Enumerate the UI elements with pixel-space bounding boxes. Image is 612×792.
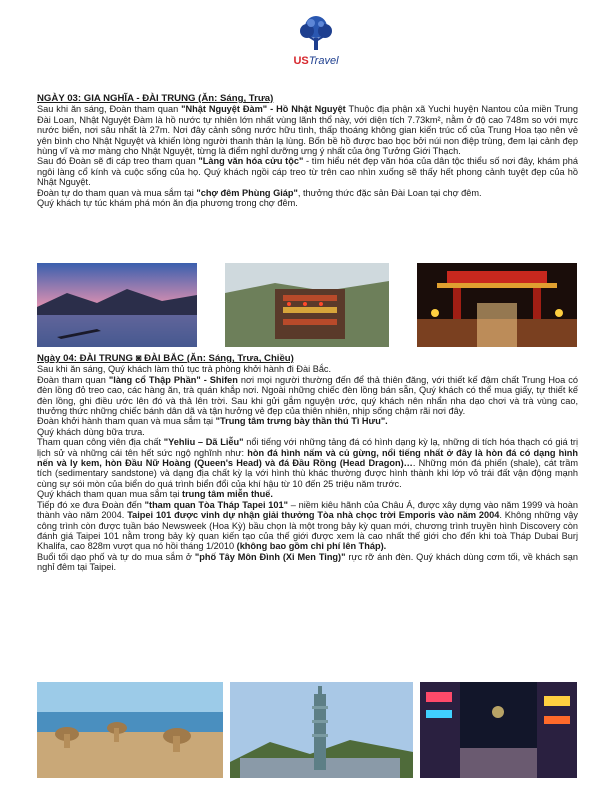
day4-paragraph-8: Buổi tối dạo phố và tự do mua sắm ở "phố Tây Môn Đình (Xi Men Ting)" rực rỡ ánh đèn. Quý khách dùng cơm tối, về khách sạn nghỉ đêm tại Taipei. (37, 551, 578, 573)
ximending-street-photo (420, 682, 577, 778)
day3-paragraph-4: Quý khách tự túc khám phá món ăn địa phương trong chợ đêm. (37, 198, 298, 209)
day4-paragraph-5: Tham quan công viên địa chất "Yehliu – Dã Liễu" nổi tiếng với những tảng đá có hình dạng kỳ lạ, những di tích hóa thạch có giá trị lịch sử và những cái tên hết sức ngộ nghĩnh như: hòn đá hình nấm và củ gừng, nổi tiếng nhất ở đây là hòn đá có dạng hình nến và ly kem, hòn Đầu Nữ Hoàng (Queen's Head) và đá Đầu Rồng (Head Dragon)…. Những món đá phiến (shale), cát trầm tích (sedimentary sandstone) và dạng địa chất kỳ lạ với hình thù khác thường được hình thành khi lớp vỏ trái đất vận động mạnh cùng sự sói mòn của biển do quá trình biển đổi của khí hậu từ 10 đến 25 triệu năm trước. (37, 437, 578, 489)
sun-moon-lake-photo (37, 263, 197, 347)
fengjia-night-market-photo (417, 263, 577, 347)
day4-paragraph-3: Đoàn khởi hành tham quan và mua sắm tại "Trung tâm trưng bày thần thú Tì Hưu". (37, 416, 388, 427)
day4-title: Ngày 04: ĐÀI TRUNG ◙ ĐÀI BẮC (Ăn: Sáng, Trưa, Chiều) (37, 353, 294, 364)
yehliu-geopark-photo (37, 682, 223, 778)
taipei-101-photo (230, 682, 413, 778)
day4-paragraph-7: Tiếp đó xe đưa Đoàn đến "tham quan Tòa Tháp Tapei 101" – niềm kiêu hãnh của Châu Á, được xây dựng vào năm 1999 và hoàn thành vào năm 2004. Taipei 101 được vinh dự nhận giải thưởng Tòa nhà chọc trời Emporis vào năm 2004. Không những vậy công trình còn được tuần báo Newsweek (Hoa Kỳ) bầu chọn là một trong bảy kỳ quan mới, chương trình truyền hình Discovery còn đánh giá Taipei 101 nằm trong bảy kỳ quan kiến tạo của thế giới được xem là cao nhất thế giới cho đến khi toà Tháp Dubai Burj Khalifa, cao 828m vượt qua nó hồi tháng 1/2010 (không bao gồm chi phí lên Tháp). (37, 499, 578, 552)
day3-photos (37, 263, 577, 347)
day4-section (37, 354, 578, 573)
jiufen-village-photo (225, 263, 389, 347)
company-logo (270, 14, 362, 72)
day4-paragraph-2: Đoàn tham quan "làng cổ Thập Phần" - Shifen nơi mọi người thường đến để thả thiên đăng, với thiết kế đậm chất Trung Hoa có đèn lồng đỏ treo cao, các hàng ăn, trà quán khắp nơi. Ngoài những chiếc đèn lồng bán sẵn, Quý khách có thể mua giấy, tự thiết kế đèn lồng, ghi điều ước lên đó và thả lên trời. Sau khi gửi gắm nguyện ước, quý khách nên nhẩn nha dạo chơi và trà vùng cao, thưởng thức những chiếc bánh dân dã và tận hưởng vẻ đẹp của thiên nhiên, nhịp sống chậm rãi nơi đây. (37, 374, 578, 417)
day4-paragraph-6: Quý khách tham quan mua sắm tại trung tâm miễn thuế. (37, 489, 273, 500)
day3-section (37, 94, 578, 208)
day4-paragraph-1: Sau khi ăn sáng, Quý khách làm thủ tục trả phòng khởi hành đi Đài Bắc. (37, 364, 332, 375)
brand-name: USTravel (293, 55, 339, 67)
day3-title: NGÀY 03: GIA NGHĨA - ĐÀI TRUNG (Ăn: Sáng, Trưa) (37, 93, 274, 104)
day3-paragraph-1: Sau khi ăn sáng, Đoàn tham quan "Nhật Nguyệt Đàm" - Hồ Nhật Nguyệt Thuộc địa phận xã Yuchi huyện Nantou của miền Trung Đài Loan, Nhật Nguyệt Đàm là hồ nước tự nhiên lớn nhất vùng lãnh thổ này, với diện tích 7.73km², nằm ở độ cao 748m so với mực nước biển, nơi sâu nhất là 27m. Nơi đây cảnh sông nước hữu tình, thấp thoáng không gian kiến trúc cổ của Trung Hoa tạo nên vẻ yên bình cho Nhật Nguyệt và khiến lòng người thanh thản lạ lùng. Bốn bề hồ được bao bọc bởi núi non điệp trùng, đem lại cảnh đẹp hùng vĩ và mơ màng cho Nhật Nguyệt, từng là điểm nghỉ dưỡng ưng ý nhất của ông Tưởng Giới Thạch. (37, 104, 579, 157)
day3-paragraph-3: Đoàn tự do tham quan và mua sắm tại "chợ đêm Phùng Giáp", thưởng thức đặc sản Đài Loan tại chợ đêm. (37, 187, 482, 198)
tree-logo-icon (296, 14, 336, 54)
day4-paragraph-4: Quý khách dùng bữa trưa. (37, 426, 145, 437)
day3-paragraph-2: Sau đó Đoàn sẽ đi cáp treo tham quan "Làng văn hóa cửu tộc" - tìm hiểu nét đẹp văn hóa của dân tộc thiểu số nơi đây, khám phá ngôi làng cổ kính và cuộc sống của họ. Quý khách ngồi cáp treo từ trên cao nhìn xuống sẽ thấy hết phong cảnh tuyệt đẹp của hồ Nhật Nguyệt. (37, 156, 578, 188)
day4-photos (37, 682, 577, 778)
